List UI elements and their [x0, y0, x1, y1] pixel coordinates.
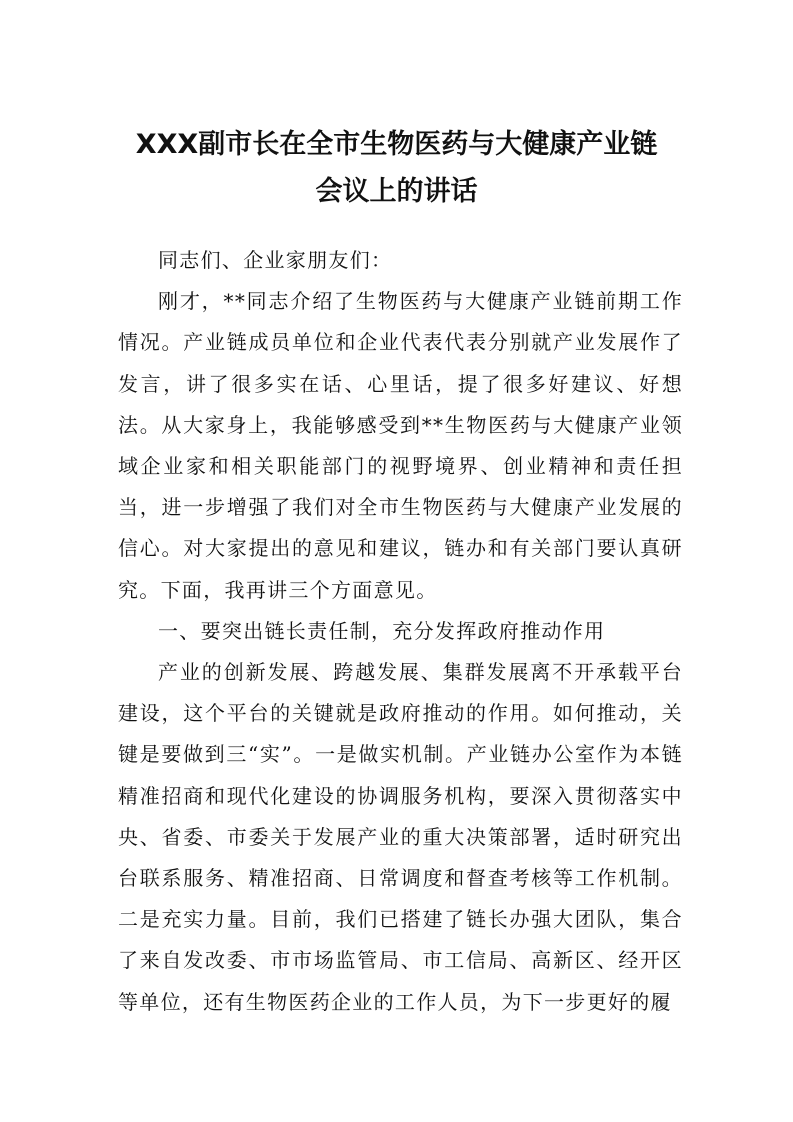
paragraph-section-1: 产业的创新发展、跨越发展、集群发展离不开承载平台建设，这个平台的关键就是政府推动的作用。如何推动，关键是要做到三“实”。一是做实机制。产业链办公室作为本链精准招商和现代化建设的协调服务机构，要深入贯彻落实中央、省委、市委关于发展产业的重大决策部署，适时研究出台联系服务、精准招商、日常调度和督查考核等工作机制。二是充实力量。目前，我们已搭建了链长办强大团队，集合了来自发改委、市市场监管局、市工信局、高新区、经开区等单位，还有生物医药企业的工作人员，为下一步更好的履	[118, 660, 683, 1014]
section-heading-1: 一、要突出链长责任制，充分发挥政府推动作用	[158, 618, 606, 643]
document-body	[118, 240, 683, 1023]
document-title-line-1: XXX副市长在全市生物医药与大健康产业链	[135, 129, 658, 160]
paragraph-intro: 刚才，**同志介绍了生物医药与大健康产业链前期工作情况。产业链成员单位和企业代表代表分别就产业发展作了发言，讲了很多实在话、心里话，提了很多好建议、好想法。从大家身上，我能够感受到**生物医药与大健康产业领域企业家和相关职能部门的视野境界、创业精神和责任担当，进一步增强了我们对全市生物医药与大健康产业发展的信心。对大家提出的意见和建议，链办和有关部门要认真研究。下面，我再讲三个方面意见。	[118, 289, 683, 602]
document-title-line-2: 会议上的讲话	[315, 176, 478, 207]
salutation: 同志们、企业家朋友们：	[158, 248, 393, 272]
